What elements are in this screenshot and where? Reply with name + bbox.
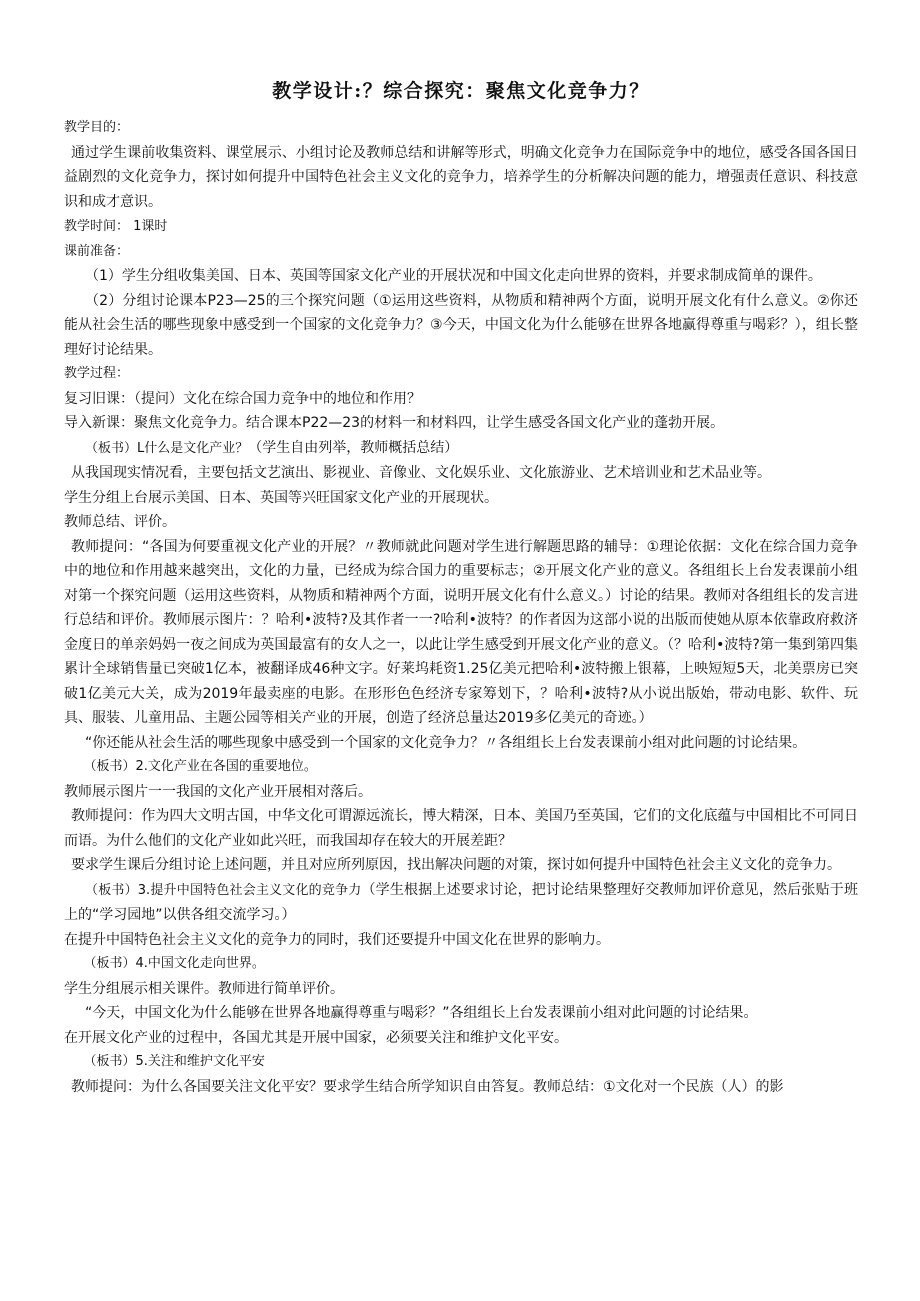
introduce-new-lesson: 导入新课：聚焦文化竞争力。结合课本P22—23的材料一和材料四，让学生感受各国文化产业的蓬勃开展。: [64, 415, 725, 431]
preparation-item-1: （1）学生分组收集美国、日本、英国等国家文化产业的开展状况和中国文化走向世界的资料，并要求制成简单的课件。: [85, 268, 822, 284]
board-note-5: （板书）5.关注和维护文化平安: [83, 1054, 265, 1069]
paragraph-group-discussion: 要求学生课后分组讨论上述问题，并且对应所列原因，找出解决问题的对策，探讨如何提升中国特色社会主义文化的竞争力。: [71, 857, 841, 873]
paragraph-cultural-security: 在开展文化产业的过程中，各国尤其是开展中国家，必须要关注和维护文化平安。: [64, 1029, 568, 1046]
review-old-lesson: 复习旧课：（提问）文化在综合国力竞争中的地位和作用？: [64, 390, 421, 407]
board-note-3-line: [64, 878, 858, 928]
section-heading-process: 教学过程：: [64, 366, 130, 381]
section-heading-objectives: 教学目的：: [64, 120, 130, 135]
paragraph-teacher-question-2: 教师提问：作为四大文明古国，中华文化可谓源远流长，博大精深，日本、美国乃至英国，它们的文化底蕴与中国相比不可同日而语。为什么他们的文化产业如此兴旺，而我国却存在较大的开展差距？: [64, 808, 858, 849]
board-note-1: （板书）L什么是文化产业？: [85, 440, 249, 456]
paragraph-student-presentation: 学生分组上台展示美国、日本、英国等兴旺国家文化产业的开展现状。: [64, 489, 498, 506]
section-heading-preparation: 课前准备：: [64, 243, 130, 259]
paragraph-question-2: “你还能从社会生活的哪些现象中感受到一个国家的文化竞争力？〃各组组长上台发表课前小组对此问题的讨论结果。: [85, 734, 807, 751]
paragraph-influence: 在提升中国特色社会主义文化的竞争力的同时，我们还要提升中国文化在世界的影响力。: [64, 931, 610, 948]
board-note-2: （板书）2.文化产业在各国的重要地位。: [83, 759, 317, 774]
preparation-item-2: （2）分组讨论课本P23—25的三个探究问题（①运用这些资料，从物质和精神两个方面，说明开展文化有什么意义。②你还能从社会生活的哪些现象中感受到一个国家的文化竞争力？③今天，中国文化为什么能够在世界各地赢得尊重与喝彩？），组长整理好讨论结果。: [64, 292, 858, 358]
board-note-3-aside: （学生根据上述要求讨论，把讨论结果整理好交教师加评价意见，然后张贴于班上的“学习园地”以供各组交流学习。）: [64, 881, 858, 923]
board-note-1-aside: （学生自由列举，教师概括总结）: [248, 439, 459, 456]
paragraph-teacher-question-1: 教师提问：“各国为何要重视文化产业的开展？〃教师就此问题对学生进行解题思路的辅导：①理论依据：文化在综合国力竞争中的地位和作用越来越突出，文化的力量，已经成为综合国力的重要标志；②开展文化产业的意义。各组组长上台发表课前小组对第一个探究问题（运用这些资料，从物质和精神两个方面，说明开展文化有什么意义。）讨论的结果。教师对各组组长的发言进行总结和评价。教师展示图片：？哈利•波特?及其作者一一?哈利•波特？的作者因为这部小说的出版而使她从原本依靠政府救济金度日的单亲妈妈一夜之间成为英国最富有的女人之一，以此让学生感受到开展文化产业的意义。（？哈利•波特?第一集到第四集累计全球销售量已突破1亿本，被翻译成46种文字。好莱坞耗资1.25亿美元把哈利•波特搬上银幕，上映短短5天，北美票房已突破1亿美元大关，成为2019年最卖座的电影。在形形色色经济专家筹划下，？哈利•波特?从小说出版始，带动电影、软件、玩具、服装、儿童用品、主题公园等相关产业的开展，创造了经济总量达2019多亿美元的奇迹。）: [64, 538, 858, 726]
teaching-time: [64, 214, 858, 240]
paragraph-teacher-question-3: 教师提问：为什么各国要关注文化平安？要求学生结合所学知识自由答复。教师总结：①文化对一个民族（人）的影: [71, 1078, 784, 1095]
board-note-3: （板书）3.提升中国特色社会主义文化的竞争力: [85, 882, 362, 898]
paragraph-courseware: 学生分组展示相关课件。教师进行简单评价。: [64, 980, 344, 997]
paragraph-teacher-summary: 教师总结、评价。: [64, 514, 176, 530]
objectives-paragraph: 通过学生课前收集资料、课堂展示、小组讨论及教师总结和讲解等形式，明确文化竞争力在国际竞争中的地位，感受各国各国日益剧烈的文化竞争力，探讨如何提升中国特色社会主义文化的竞争力，培养学生的分析解决问题的能力，增强责任意识、科技意识和成才意识。: [64, 144, 858, 210]
paragraph-show-picture: 教师展示图片一一我国的文化产业开展相对落后。: [64, 783, 372, 800]
board-note-4: （板书）4.中国文化走向世界。: [83, 956, 265, 971]
paragraph-question-3: “今天，中国文化为什么能够在世界各地赢得尊重与喝彩？”各组组长上台发表课前小组对此问题的讨论结果。: [85, 1005, 758, 1021]
page-title: 教学设计:？综合探究：聚焦文化竞争力？: [272, 80, 650, 102]
teaching-time-text: 教学时间： 1课时: [64, 219, 168, 234]
board-note-1-line: [64, 436, 858, 462]
paragraph-cultural-industry-scope: 从我国现实情况看，主要包括文艺演出、影视业、音像业、文化娱乐业、文化旅游业、艺术培训业和艺术品业等。: [71, 465, 771, 481]
